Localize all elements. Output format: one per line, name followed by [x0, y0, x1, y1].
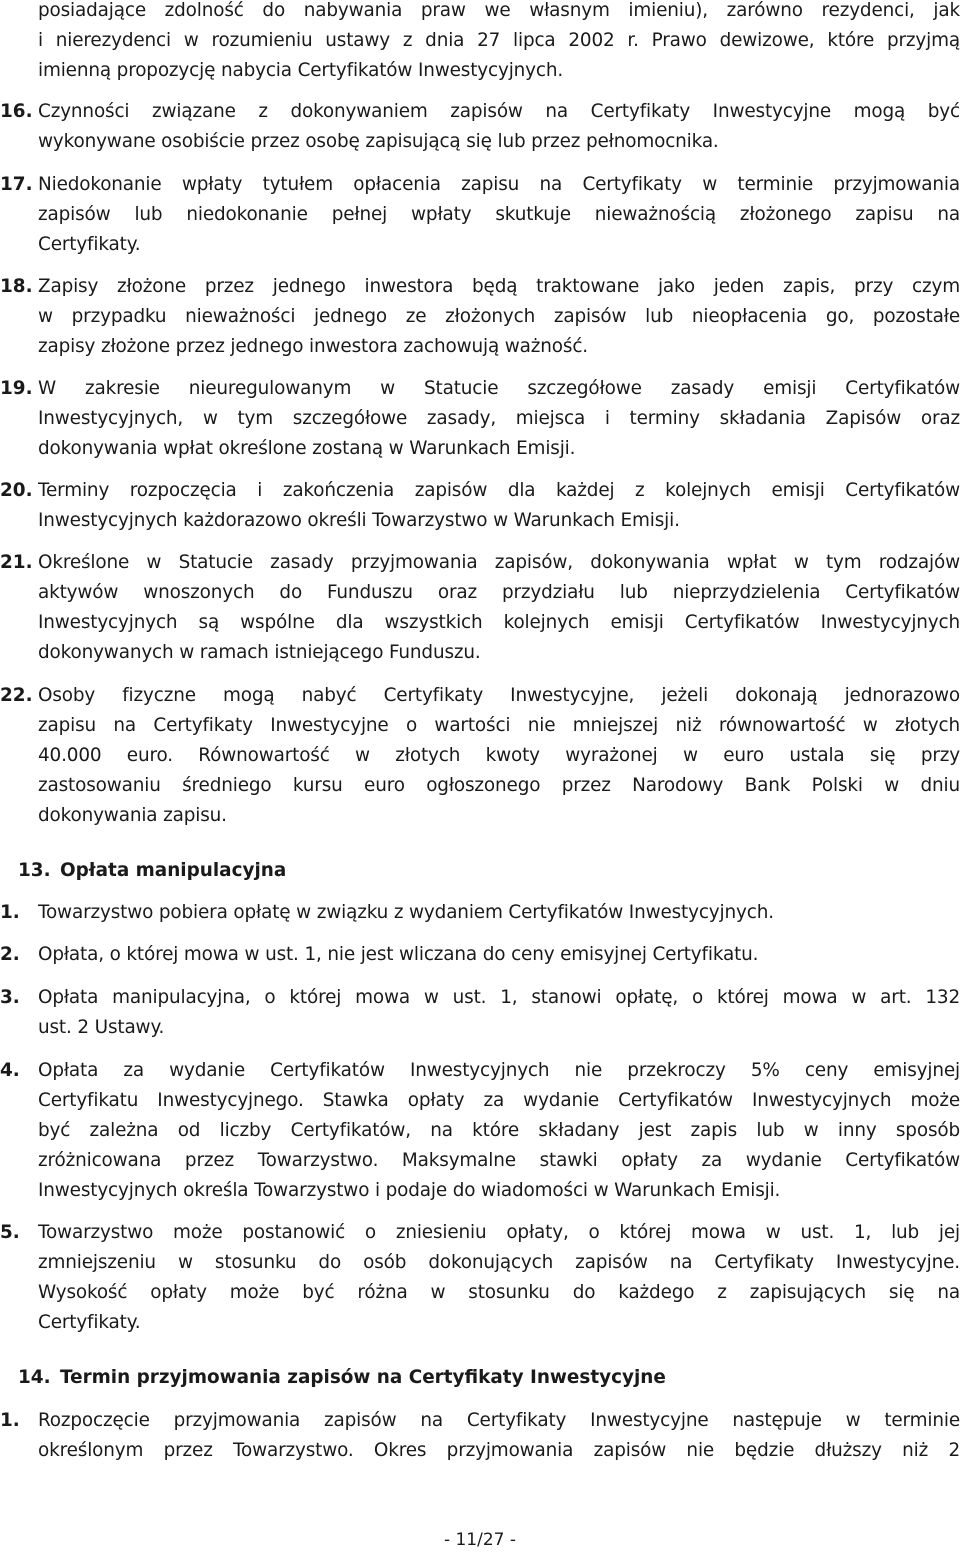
text-line: Niedokonanie wpłaty tytułem opłacenia zapisu na Certyfikaty w terminie przyjmowania [38, 174, 960, 195]
text-line: Terminy rozpoczęcia i zakończenia zapisów dla każdej z kolejnych emisji Certyfikatów [38, 480, 960, 501]
text-line: zapisu na Certyfikaty Inwestycyjne o wartości nie mniejszej niż równowartość w złotych [38, 715, 960, 736]
section-title: Termin przyjmowania zapisów na Certyfikaty Inwestycyjne [60, 1367, 666, 1388]
paragraph-number: 19. [0, 378, 33, 399]
text-line: Osoby fizyczne mogą nabyć Certyfikaty Inwestycyjne, jeżeli dokonają jednorazowo [38, 685, 960, 706]
text-line: Opłata, o której mowa w ust. 1, nie jest wliczana do ceny emisyjnej Certyfikatu. [38, 944, 759, 965]
text-line: W zakresie nieuregulowanym w Statucie szczegółowe zasady emisji Certyfikatów [38, 378, 960, 399]
text-line: posiadające zdolność do nabywania praw we własnym imieniu), zarówno rezydenci, jak [38, 0, 960, 21]
text-line: Inwestycyjnych określa Towarzystwo i podaje do wiadomości w Warunkach Emisji. [38, 1180, 781, 1201]
text-line: aktywów wnoszonych do Funduszu oraz przydziału lub nieprzydzielenia Certyfikatów [38, 582, 960, 603]
text-line: zapisy złożone przez jednego inwestora zachowują ważność. [38, 336, 588, 357]
text-line: Inwestycyjnych, w tym szczegółowe zasady, miejsca i terminy składania Zapisów oraz [38, 408, 960, 429]
paragraph-number: 16. [0, 101, 33, 122]
text-line: być zależna od liczby Certyfikatów, na które składany jest zapis lub w inny sposób [38, 1120, 960, 1141]
section-heading-13 [18, 856, 286, 886]
text-line: określonym przez Towarzystwo. Okres przyjmowania zapisów nie będzie dłuższy niż 2 [38, 1440, 960, 1461]
paragraph-number: 1. [0, 902, 20, 923]
text-line: w przypadku nieważności jednego ze złożonych zapisów lub nieopłacenia go, pozostałe [38, 306, 960, 327]
text-line: Towarzystwo może postanowić o zniesieniu opłaty, o której mowa w ust. 1, lub jej [38, 1222, 960, 1243]
text-line: Certyfikatu Inwestycyjnego. Stawka opłaty za wydanie Certyfikatów Inwestycyjnych może [38, 1090, 960, 1111]
text-line: i nierezydenci w rozumieniu ustawy z dnia 27 lipca 2002 r. Prawo dewizowe, które przyjmą [38, 30, 960, 51]
text-line: dokonywanych w ramach istniejącego Funduszu. [38, 642, 481, 663]
text-line: Opłata za wydanie Certyfikatów Inwestycyjnych nie przekroczy 5% ceny emisyjnej [38, 1060, 960, 1081]
text-line: Towarzystwo pobiera opłatę w związku z wydaniem Certyfikatów Inwestycyjnych. [38, 902, 774, 923]
page-number-footer: - 11/27 - [443, 1530, 517, 1550]
text-line: Inwestycyjnych są wspólne dla wszystkich kolejnych emisji Certyfikatów Inwestycyjnych [38, 612, 960, 633]
text-line: zastosowaniu średniego kursu euro ogłoszonego przez Narodowy Bank Polski w dniu [38, 775, 960, 796]
text-line: Zapisy złożone przez jednego inwestora będą traktowane jako jeden zapis, przy czym [38, 276, 960, 297]
paragraph-number: 2. [0, 944, 20, 965]
text-line: ust. 2 Ustawy. [38, 1017, 165, 1038]
text-line: dokonywania wpłat określone zostaną w Warunkach Emisji. [38, 438, 576, 459]
text-line: Certyfikaty. [38, 1312, 141, 1333]
text-line: Inwestycyjnych każdorazowo określi Towarzystwo w Warunkach Emisji. [38, 510, 680, 531]
text-line: Określone w Statucie zasady przyjmowania zapisów, dokonywania wpłat w tym rodzajów [38, 552, 960, 573]
text-line: zróżnicowana przez Towarzystwo. Maksymalne stawki opłaty za wydanie Certyfikatów [38, 1150, 960, 1171]
section-number: 13. [18, 860, 51, 881]
section-title: Opłata manipulacyjna [60, 860, 287, 881]
paragraph-number: 3. [0, 987, 20, 1008]
text-line: Czynności związane z dokonywaniem zapisów na Certyfikaty Inwestycyjne mogą być [38, 101, 960, 122]
paragraph-number: 17. [0, 174, 33, 195]
paragraph-number: 4. [0, 1060, 20, 1081]
section-heading-14 [18, 1363, 666, 1393]
paragraph-number: 1. [0, 1410, 20, 1431]
text-line: Opłata manipulacyjna, o której mowa w ust. 1, stanowi opłatę, o której mowa w art. 132 [38, 987, 960, 1008]
paragraph-number: 5. [0, 1222, 20, 1243]
paragraph-number: 20. [0, 480, 33, 501]
section-number: 14. [18, 1367, 51, 1388]
text-line: dokonywania zapisu. [38, 805, 227, 826]
text-line: 40.000 euro. Równowartość w złotych kwoty wyrażonej w euro ustala się przy [38, 745, 960, 766]
text-line: imienną propozycję nabycia Certyfikatów Inwestycyjnych. [38, 60, 564, 81]
text-line: Certyfikaty. [38, 234, 141, 255]
text-line: Rozpoczęcie przyjmowania zapisów na Certyfikaty Inwestycyjne następuje w terminie [38, 1410, 960, 1431]
text-line: zmniejszeniu w stosunku do osób dokonujących zapisów na Certyfikaty Inwestycyjne. [38, 1252, 960, 1273]
text-line: Wysokość opłaty może być różna w stosunku do każdego z zapisujących się na [38, 1282, 960, 1303]
paragraph-number: 21. [0, 552, 33, 573]
paragraph-number: 18. [0, 276, 33, 297]
text-line: zapisów lub niedokonanie pełnej wpłaty skutkuje nieważnością złożonego zapisu na [38, 204, 960, 225]
text-line: wykonywane osobiście przez osobę zapisującą się lub przez pełnomocnika. [38, 131, 719, 152]
paragraph-number: 22. [0, 685, 33, 706]
